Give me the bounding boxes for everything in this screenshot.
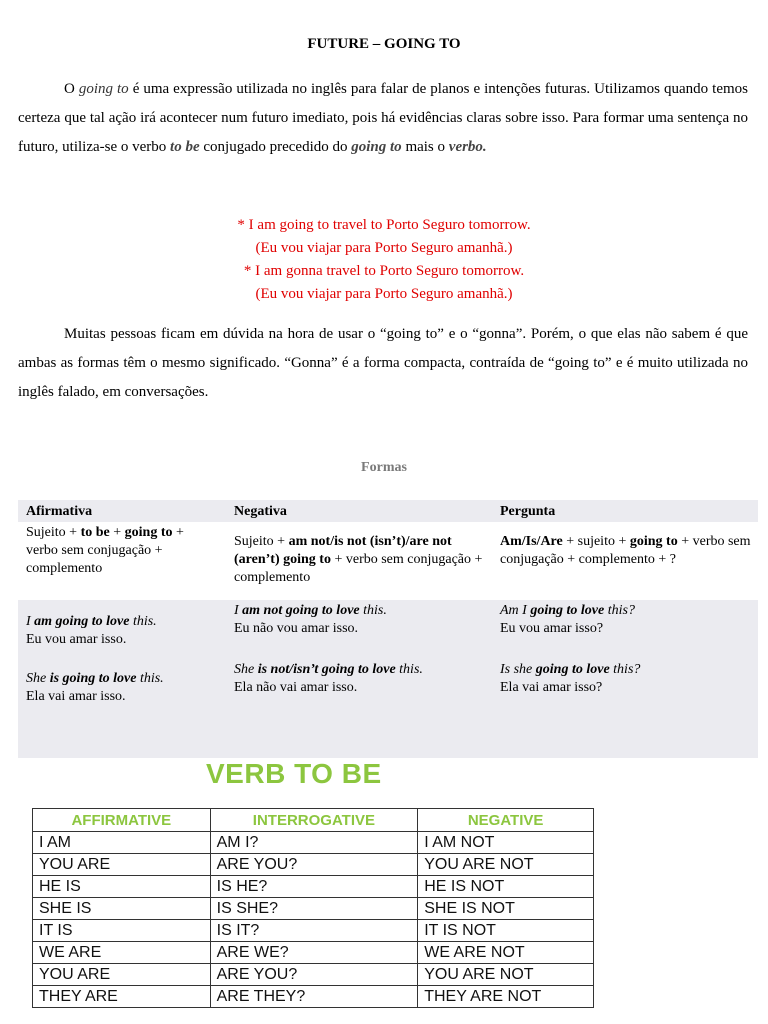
formas-heading: Formas <box>361 460 407 475</box>
table-row: THEY ARE ARE THEY? THEY ARE NOT <box>33 986 594 1008</box>
examples-block <box>0 214 768 306</box>
example-neg-1: I am not going to love this. Eu não vou amar isso. <box>234 603 387 636</box>
header-afirmativa: Afirmativa <box>26 504 93 519</box>
example-aff-2: She is going to love this. Ela vai amar isso. <box>26 671 164 704</box>
example-line: * I am gonna travel to Porto Seguro tomorrow. <box>243 263 525 279</box>
example-aff-1: I am going to love this. Eu vou amar isso. <box>26 614 157 647</box>
forms-table <box>18 500 758 758</box>
page-title: FUTURE – GOING TO <box>307 36 461 52</box>
rule-affirmative: Sujeito + to be + going to + verbo sem conjugação + complemento <box>26 525 184 576</box>
rule-negative: Sujeito + am not/is not (isn’t)/are not (aren’t) going to + verbo sem conjugação + complemento <box>234 534 483 585</box>
table-header-row <box>33 809 594 832</box>
verb-to-be-table <box>32 808 594 1008</box>
table-row: YOU ARE ARE YOU? YOU ARE NOT <box>33 964 594 986</box>
verbo-term: verbo. <box>448 139 487 155</box>
example-line: (Eu vou viajar para Porto Seguro amanhã.) <box>255 240 513 256</box>
header-pergunta: Pergunta <box>500 504 556 519</box>
intro-paragraph: O going to é uma expressão utilizada no inglês para falar de planos e intenções futuras. Utilizamos quando temos certeza que tal ação irá acontecer num futuro imediato, pois há evidências claras sobre isso. Para formar uma sentença no futuro, utiliza-se o verbo to be conjugado precedido do going to mais o verbo. <box>18 81 748 155</box>
header-negative: NEGATIVE <box>418 809 594 832</box>
rule-question: Am/Is/Are + sujeito + going to + verbo sem conjugação + complemento + ? <box>500 534 751 567</box>
header-negativa: Negativa <box>234 504 287 519</box>
header-affirmative: AFFIRMATIVE <box>33 809 211 832</box>
table-row: HE IS IS HE? HE IS NOT <box>33 876 594 898</box>
going-to-term-2: going to <box>351 139 402 155</box>
example-line: (Eu vou viajar para Porto Seguro amanhã.) <box>255 286 513 302</box>
header-interrogative: INTERROGATIVE <box>210 809 418 832</box>
example-q-2: Is she going to love this? Ela vai amar isso? <box>500 662 641 695</box>
example-neg-2: She is not/isn’t going to love this. Ela não vai amar isso. <box>234 662 423 695</box>
going-to-term: going to <box>78 81 129 97</box>
verb-to-be-image <box>18 758 598 1024</box>
table-row: WE ARE ARE WE? WE ARE NOT <box>33 942 594 964</box>
table-row: I AM AM I? I AM NOT <box>33 832 594 854</box>
verb-to-be-title: VERB TO BE <box>206 758 382 789</box>
gonna-paragraph: Muitas pessoas ficam em dúvida na hora de usar o “going to” e o “gonna”. Porém, o que elas não sabem é que ambas as formas têm o mesmo significado. “Gonna” é a forma compacta, contraída de “going to” e é muito utilizada no inglês falado, em conversações. <box>18 326 748 400</box>
table-row: IT IS IS IT? IT IS NOT <box>33 920 594 942</box>
table-row: SHE IS IS SHE? SHE IS NOT <box>33 898 594 920</box>
to-be-term: to be <box>170 139 200 155</box>
example-line: * I am going to travel to Porto Seguro tomorrow. <box>237 217 531 233</box>
example-q-1: Am I going to love this? Eu vou amar isso? <box>500 603 635 636</box>
table-row: YOU ARE ARE YOU? YOU ARE NOT <box>33 854 594 876</box>
